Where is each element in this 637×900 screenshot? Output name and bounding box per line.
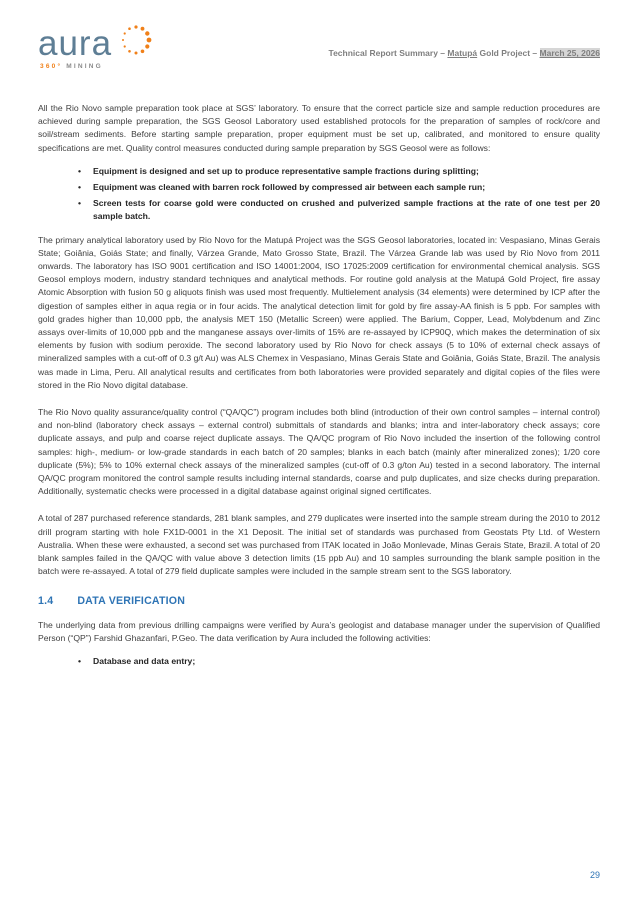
document-title — [329, 48, 600, 58]
aura-logo — [38, 26, 208, 84]
paragraph-qaqc-program: The Rio Novo quality assurance/quality control (“QA/QC”) program includes both blind (introduction of their own control samples – internal control) and non-blind (laboratory check assays – external control) submittals of standards and blanks; intra and inter-laboratory check assays; core duplicate assays, and pulp and coarse reject duplicate assays. The QA/QC program of Rio Novo included the insertion of the following control samples: high-, medium- or low-grade standards in each batch of 20 samples; blanks in each batch (mainly after mineralized zones); 1/20 core duplicate (5%); 5% to 10% external check assays of the mineralized samples (cut-off of 0.3 g/ton Au) tested in a second laboratory. The internal QA/QC program monitored the control sample results including internal standards, coarse and pulp duplicates, and size checks during preparation. Additionally, systematic checks were processed in a digital database against original signed certificates. — [38, 407, 600, 497]
paragraph-analytical-laboratory: The primary analytical laboratory used by Rio Novo for the Matupá Project was the SGS Geosol laboratories, located in: Vespasiano, Minas Gerais State; Goiânia, Goiás State; and finally, Várzea Grande, Mato Grosso State, Brazil. The Várzea Grande lab was used by Rio Novo from 2011 onwards. The laboratory has ISO 9001 certification and ISO 14001:2004, ISO 17025:2009 certification for environmental chemical analysis. SGS Geosol employs modern, industry standard techniques and analytical methods. For routine gold analysis at the Matupá Gold Project, fire assay Atomic Absorption with fusion 50 g aliquots finish was used most frequently. Multielement analysis (34 elements) were determined by ICP after the digestion of samples either in aqua regia or in four acids. The analytical detection limit for gold by fire assay-AA finish is 5 ppb. For samples with gold grades higher than 10,000 ppb, the analysis MET 150 (Metallic Screen) were applied. The Barium, Copper, Lead, Molybdenum and Zinc assays over-limits of 10,000 ppb and the manganese assays over-limits of 15% are re-assayed by ICP90Q, which makes the determination of six elements by fusion with sodium peroxide. The second laboratory used by Rio Novo for check assays (5 to 10% of external check assays of mineralized samples with a cut-off of 0.3 g/t Au) was ALS Chemex in Vespasiano, Minas Gerais State and Goiânia, Goiás State, Brazil. The analysis was made in Lima, Peru. All analytical results and certificates from both laboratories were provided separately and digital copies of the files were stored in the Rio Novo digital database. — [38, 234, 600, 390]
section-title: DATA VERIFICATION — [77, 594, 186, 607]
logo-tagline — [38, 63, 208, 70]
title-date-field: March 25, 2026 — [539, 48, 600, 58]
bullet-item: • Equipment was cleaned with barren rock followed by compressed air between each sample run; — [78, 181, 600, 194]
bullet-item: • Database and data entry; — [78, 655, 600, 668]
logo-wordmark: aura — [38, 24, 113, 63]
logo-tagline-mining: MINING — [66, 63, 103, 70]
logo-tagline-360: 360° — [40, 63, 63, 70]
bullet-item: • Equipment is designed and set up to produce representative sample fractions during splitting; — [78, 165, 600, 178]
title-project-link: Matupá — [447, 48, 478, 58]
title-text-2: Gold Project – — [477, 48, 540, 58]
section-heading-data-verification — [38, 595, 600, 607]
quality-control-bullet-list — [38, 165, 600, 224]
logo-dots-icon — [116, 20, 156, 60]
page-header — [0, 0, 637, 84]
data-verification-bullet-list — [38, 655, 600, 668]
paragraph-data-verification-intro: The underlying data from previous drilling campaigns were verified by Aura’s geologist and database manager under the supervision of Qualified Person (“QP”) Farshid Ghazanfari, P.Geo. The data verification by Aura included the following activities: — [38, 619, 600, 643]
document-body — [0, 84, 637, 668]
section-number: 1.4 — [38, 594, 54, 607]
paragraph-sample-preparation: All the Rio Novo sample preparation took place at SGS’ laboratory. To ensure that the correct particle size and sample reduction procedures are achieved during sample preparation, the SGS Geosol Laboratory used established protocols for the preparation of samples of rock/core and soil/stream sediments. Before starting sample preparation, proper equipment must be set up, calibrated, and monitored to ensure quality specifications are met. Quality control measures conducted during sample preparation by SGS Geosol were as follows: — [38, 103, 600, 153]
title-text-1: Technical Report Summary – — [328, 48, 448, 58]
page-number: 29 — [589, 870, 600, 880]
bullet-item: • Screen tests for coarse gold were conducted on crushed and pulverized sample fractions at the rate of one test per 20 sample batch. — [78, 197, 600, 223]
paragraph-reference-standards: A total of 287 purchased reference standards, 281 blank samples, and 279 duplicates were inserted into the sample stream during the 2010 to 2012 drill program starting with hole FX1D-0001 in the X1 Deposit. The initial set of standards was purchased from Geostats Pty Ltd. of Western Australia. When these were exhausted, a second set was purchased from ITAK located in João Monlevade, Minas Gerais State, Brazil. A total of 20 blank samples failed in the QA/QC with value above 3 detection limits (15 ppb Au) and 10 samples surrounding the blank sample position in the batch were re-assayed. A total of 279 field duplicate samples were included in the sample stream sent to the SGS laboratory. — [38, 513, 600, 577]
